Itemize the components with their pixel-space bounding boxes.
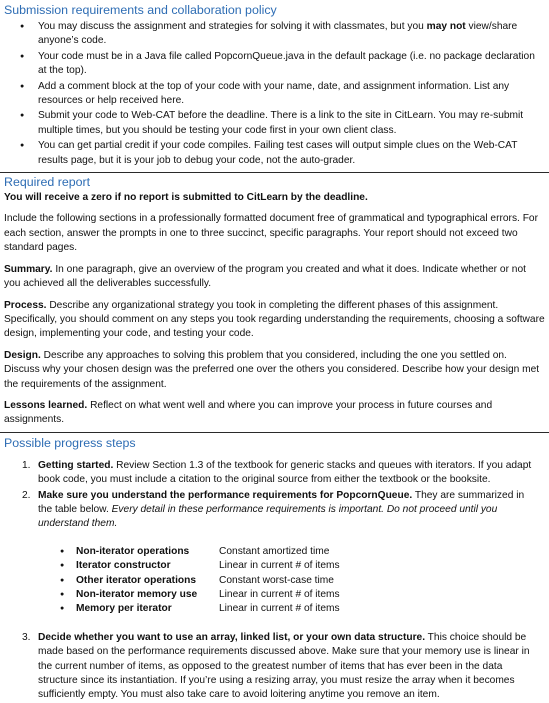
summary-label: Summary. bbox=[4, 263, 53, 275]
requirement-name: ● Other iterator operations bbox=[76, 574, 197, 586]
step-title: Decide whether you want to use an array, linked list, or your own data structure. bbox=[38, 631, 426, 643]
step-text: Review Section 1.3 of the textbook for generic stacks and queues with iterators. If you adapt book code, you must include a citation to the original source from either the textbook or the booksite. bbox=[38, 459, 532, 486]
report-heading: Required report bbox=[4, 175, 91, 190]
list-item bbox=[0, 631, 549, 703]
design-text: Describe any approaches to solving this problem that you considered, including the one you settled on. Discuss why your chosen design was the preferred one over the others you considered. Describe how your design met the requirements of the assignment. bbox=[4, 349, 540, 390]
list-item bbox=[0, 139, 549, 168]
list-item bbox=[0, 489, 549, 532]
requirement-value: Constant worst-case time bbox=[219, 574, 334, 586]
summary-text: In one paragraph, give an overview of the program you created and what it does. Indicate whether or not you achieved all the deliverables successfully. bbox=[4, 263, 526, 290]
list-item-text: Submit your code to Web-CAT before the deadline. There is a link to the site in CitLearn. You may re-submit multiple times, but you should be testing your code first in your own client class. bbox=[38, 110, 524, 136]
table-row bbox=[0, 545, 549, 559]
section-divider bbox=[0, 432, 549, 433]
step-title: Getting started. bbox=[38, 459, 114, 471]
progress-heading: Possible progress steps bbox=[4, 435, 136, 450]
table-row bbox=[0, 559, 549, 573]
table-row bbox=[0, 574, 549, 588]
requirement-value: Linear in current # of items bbox=[219, 603, 340, 615]
step-number: 3. bbox=[22, 631, 31, 643]
progress-steps-list-continued bbox=[0, 631, 549, 703]
list-item-text: You may discuss the assignment and strategies for solving it with classmates, but you bbox=[38, 21, 427, 32]
emphasis-text: may not bbox=[426, 21, 466, 32]
section-divider bbox=[0, 172, 549, 173]
requirement-value: Linear in current # of items bbox=[219, 560, 340, 572]
process-text: Describe any organizational strategy you took in completing the different phases of this assignment. Specifically, you should comment on any steps you took regarding understanding the requirements, choosing a software design, implementing your code, and testing your code. bbox=[4, 299, 545, 340]
step-emphasis: Every detail in these performance requirements is important. Do not proceed until you understand them. bbox=[38, 503, 498, 530]
design-label: Design. bbox=[4, 349, 41, 361]
table-row bbox=[0, 588, 549, 602]
list-item bbox=[0, 109, 549, 138]
step-title: Make sure you understand the performance requirements for PopcornQueue. bbox=[38, 489, 413, 501]
table-row bbox=[0, 602, 549, 616]
process-label: Process. bbox=[4, 299, 47, 311]
list-item bbox=[0, 50, 549, 79]
lessons-text: Reflect on what went well and where you can improve your process in future courses and assignments. bbox=[4, 399, 493, 426]
lessons-label: Lessons learned. bbox=[4, 399, 88, 411]
step-text: They are summarized in the table below. bbox=[38, 489, 525, 515]
requirement-name: ● Iterator constructor bbox=[76, 560, 171, 572]
step-number: 1. bbox=[22, 459, 31, 471]
list-item bbox=[0, 80, 549, 109]
report-design bbox=[0, 349, 549, 392]
report-warning: You will receive a zero if no report is submitted to CitLearn by the deadline. bbox=[4, 192, 368, 204]
requirement-name: ● Non-iterator operations bbox=[76, 545, 190, 557]
step-text: This choice should be made based on the performance requirements discussed above. Make sure that your memory use is linear in the current number of items, as opposed to the greatest number of items that has ever been in the data structure since its instantiation. If you’re using a resizing array, you must resize the array when it becomes sufficiently empty. You must also take care to avoid loitering anytime you remove an item. bbox=[38, 631, 530, 701]
requirement-value: Linear in current # of items bbox=[219, 588, 340, 600]
requirement-name: ● Memory per iterator bbox=[76, 603, 172, 615]
progress-steps-list bbox=[0, 459, 549, 532]
report-process bbox=[0, 299, 549, 342]
list-item-text: Add a comment block at the top of your code with your name, date, and assignment information. List any resources or help received here. bbox=[38, 80, 510, 107]
step-number: 2. bbox=[22, 489, 31, 501]
submission-list bbox=[0, 20, 549, 168]
list-item-text: You can get partial credit if your code compiles. Failing test cases will output simple clues on the Web-CAT results page, but it is your job to debug your code, not the auto-grader. bbox=[38, 140, 518, 166]
requirement-name: ● Non-iterator memory use bbox=[76, 588, 198, 600]
list-item-text: Your code must be in a Java file called PopcornQueue.java in the default package (i.e. no package declaration at the top). bbox=[38, 50, 535, 77]
performance-table bbox=[0, 545, 549, 617]
report-lessons bbox=[0, 399, 549, 428]
list-item-text: view/share anyone’s code. bbox=[38, 21, 518, 47]
submission-heading: Submission requirements and collaboration policy bbox=[4, 3, 277, 17]
report-summary bbox=[0, 263, 549, 292]
report-intro: Include the following sections in a professionally formatted document free of grammatical and typographical errors. For each section, answer the prompts in one to three succinct, specific paragraphs. Your report should not exceed two standard pages. bbox=[4, 213, 538, 254]
requirement-value: Constant amortized time bbox=[219, 545, 330, 557]
list-item bbox=[0, 459, 549, 488]
list-item bbox=[0, 20, 549, 49]
